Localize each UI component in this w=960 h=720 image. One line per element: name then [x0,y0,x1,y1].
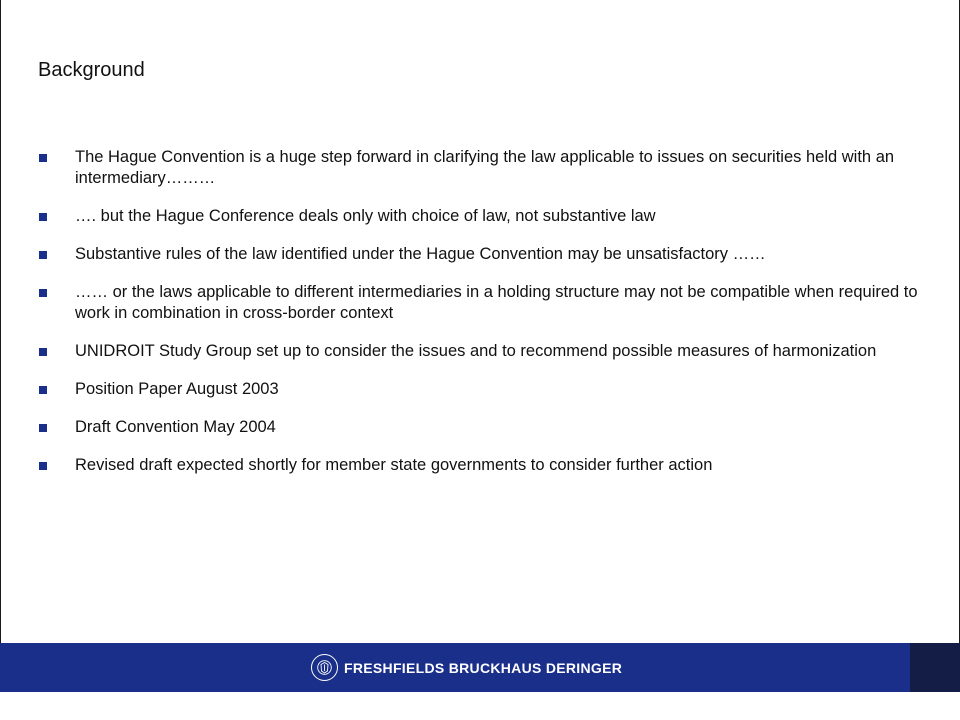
bullet-item [38,147,918,189]
bullet-item [38,206,918,227]
bullet-item [38,282,918,324]
bullet-item [38,341,918,362]
bullet-square-icon [39,289,47,297]
bullet-item [38,379,918,400]
crest-seal-icon [311,654,338,681]
bullet-text: Substantive rules of the law identified under the Hague Convention may be unsatisfactory …… [75,245,766,263]
bullet-item [38,417,918,438]
bullet-item [38,455,918,476]
footer-accent-block [910,643,960,692]
bullet-text: …… or the laws applicable to different intermediaries in a holding structure may not be compatible when required to work in combination in cross-border context [75,283,918,322]
bullet-item [38,244,918,265]
bullet-square-icon [39,251,47,259]
bullet-text: UNIDROIT Study Group set up to consider the issues and to recommend possible measures of harmonization [75,342,877,360]
slide-border-left [0,0,1,643]
bullet-square-icon [39,424,47,432]
bullet-list [38,147,918,493]
bullet-text: …. but the Hague Conference deals only with choice of law, not substantive law [75,207,656,225]
footer-band [0,643,960,692]
bullet-square-icon [39,154,47,162]
bullet-text: The Hague Convention is a huge step forward in clarifying the law applicable to issues on securities held with an intermediary……… [75,148,895,187]
bullet-text: Position Paper August 2003 [75,380,279,398]
bullet-square-icon [39,348,47,356]
bullet-square-icon [39,462,47,470]
slide-title: Background [38,59,145,81]
bullet-text: Revised draft expected shortly for member state governments to consider further action [75,456,713,474]
bullet-text: Draft Convention May 2004 [75,418,276,436]
brand-logo [311,652,622,683]
brand-name: FRESHFIELDS BRUCKHAUS DERINGER [344,659,623,676]
bullet-square-icon [39,213,47,221]
bullet-square-icon [39,386,47,394]
